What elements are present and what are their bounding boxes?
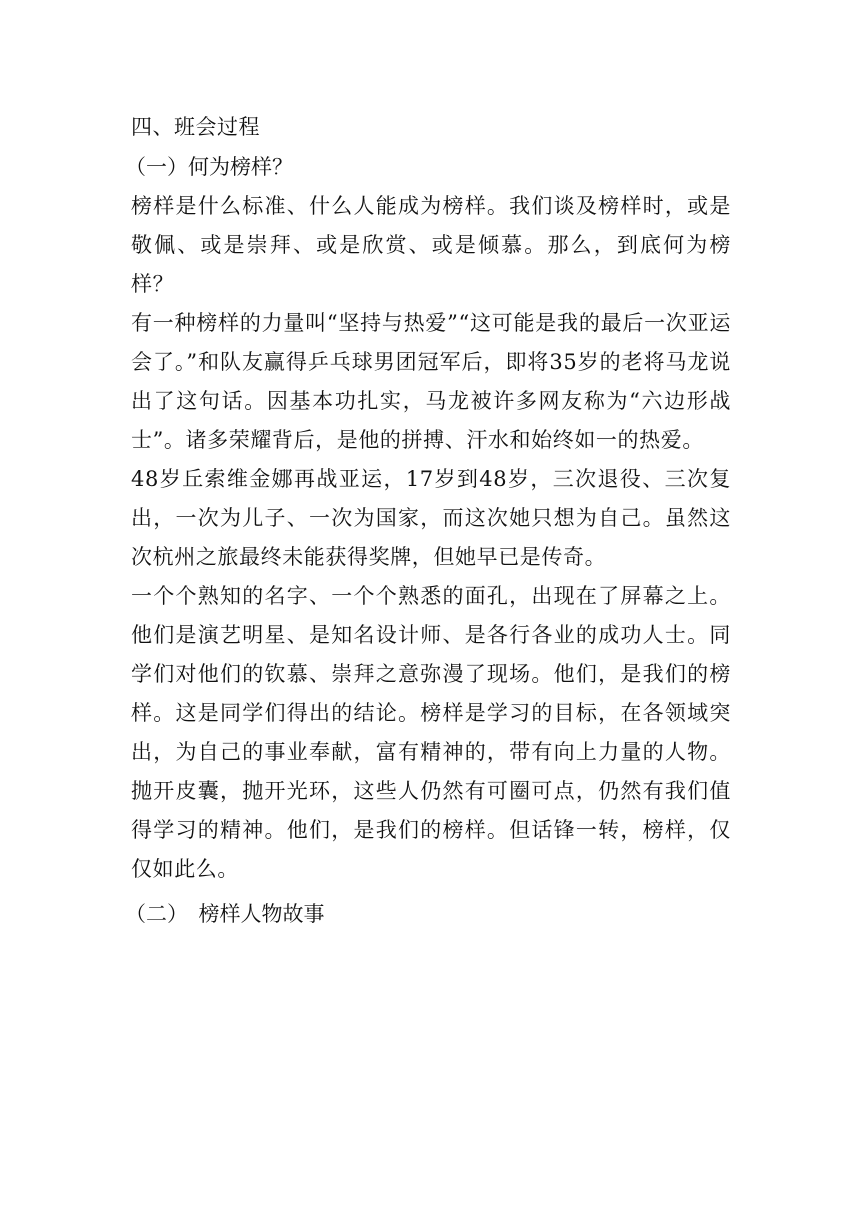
paragraph-chusovitina: 48岁丘索维金娜再战亚运，17岁到48岁，三次退役、三次复出，一次为儿子、一次为国家，而这次她只想为自己。虽然这次杭州之旅最终未能获得奖牌，但她早已是传奇。 — [131, 467, 731, 569]
section-title: 四、班会过程 — [131, 115, 260, 139]
paragraph-definition: 榜样是什么标准、什么人能成为榜样。我们谈及榜样时，或是敬佩、或是崇拜、或是欣赏、或是倾慕。那么，到底何为榜样？ — [131, 194, 731, 296]
document-body — [125, 108, 731, 934]
subsection-title-1: （一）何为榜样？ — [125, 155, 293, 179]
paragraph-role-models: 一个个熟知的名字、一个个熟悉的面孔，出现在了屏幕之上。他们是演艺明星、是知名设计师、是各行各业的成功人士。同学们对他们的钦慕、崇拜之意弥漫了现场。他们，是我们的榜样。这是同学们得出的结论。榜样是学习的目标，在各领域突出，为自己的事业奉献，富有精神的，带有向上力量的人物。抛开皮囊，抛开光环，这些人仍然有可圈可点，仍然有我们值得学习的精神。他们，是我们的榜样。但话锋一转，榜样，仅仅如此么。 — [131, 584, 731, 881]
subsection-title-2: （二） 榜样人物故事 — [125, 902, 325, 926]
paragraph-ma-long: 有一种榜样的力量叫“坚持与热爱”“这可能是我的最后一次亚运会了。”和队友赢得乒乓球男团冠军后，即将35岁的老将马龙说出了这句话。因基本功扎实，马龙被许多网友称为“六边形战士”。诸多荣耀背后，是他的拼搏、汗水和始终如一的热爱。 — [131, 311, 731, 452]
